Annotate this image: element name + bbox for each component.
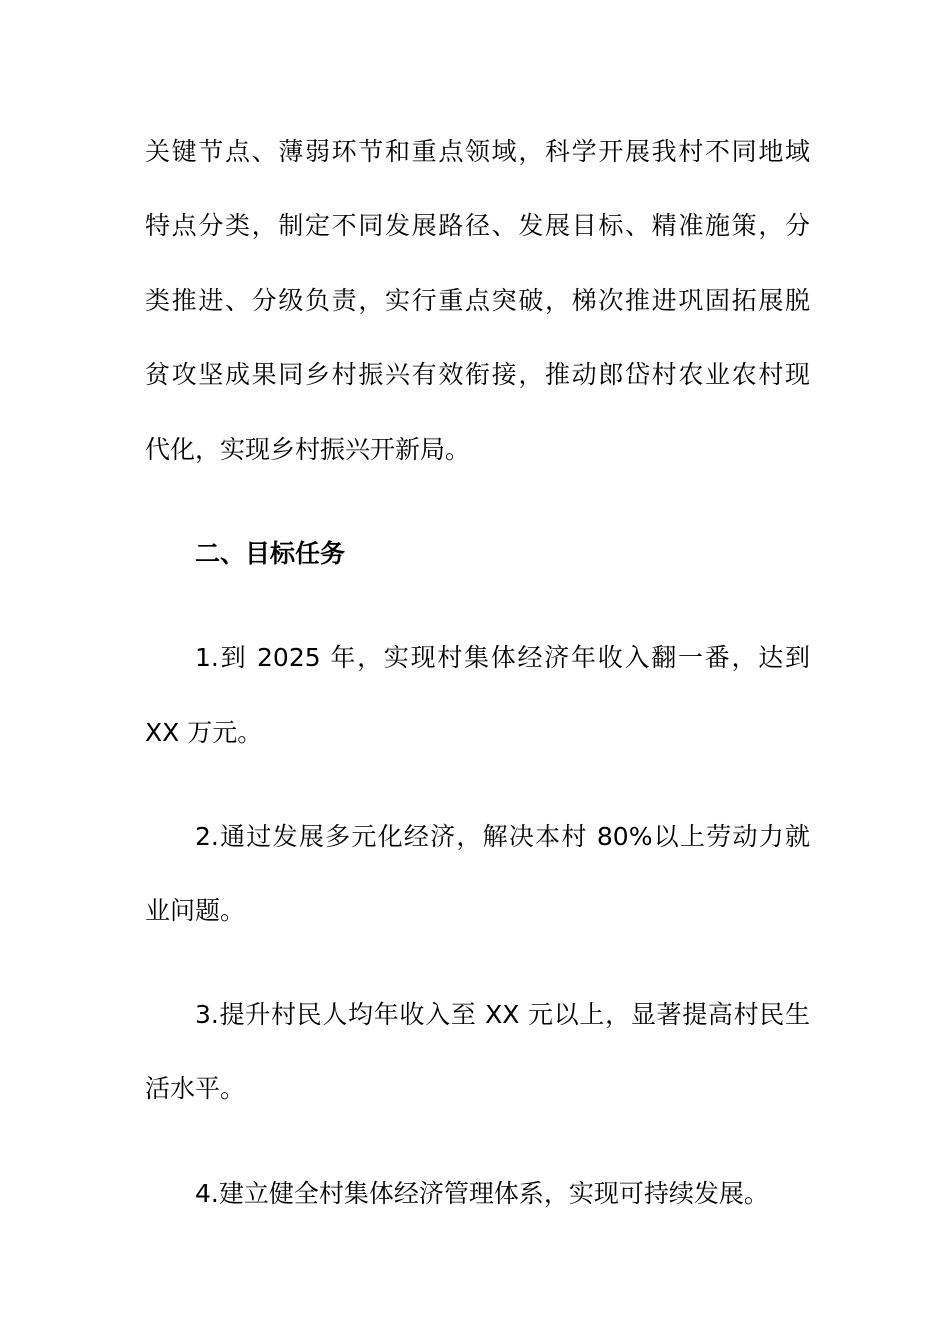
goal-1-line-2: XX 万元。 — [145, 718, 263, 747]
intro-line-4: 贫攻坚成果同乡村振兴有效衔接，推动郎岱村农业农村现 — [145, 360, 810, 389]
goal-3-line-1: 3.提升村民人均年收入至 XX 元以上，显著提高村民生 — [195, 1000, 810, 1029]
goal-1-line-1: 1.到 2025 年，实现村集体经济年收入翻一番，达到 — [195, 643, 810, 672]
intro-line-5: 代化，实现乡村振兴开新局。 — [145, 435, 471, 464]
goal-3-line-2: 活水平。 — [145, 1074, 246, 1103]
intro-line-3: 类推进、分级负责，实行重点突破，梯次推进巩固拓展脱 — [145, 286, 810, 315]
section-heading: 二、目标任务 — [195, 539, 346, 568]
goal-4-line-1: 4.建立健全村集体经济管理体系，实现可持续发展。 — [195, 1179, 769, 1208]
intro-line-1: 关键节点、薄弱环节和重点领域，科学开展我村不同地域 — [145, 137, 810, 166]
goal-2-line-1: 2.通过发展多元化经济，解决本村 80%以上劳动力就 — [195, 822, 810, 851]
goal-2-line-2: 业问题。 — [145, 896, 246, 925]
intro-line-2: 特点分类，制定不同发展路径、发展目标、精准施策，分 — [145, 211, 810, 240]
